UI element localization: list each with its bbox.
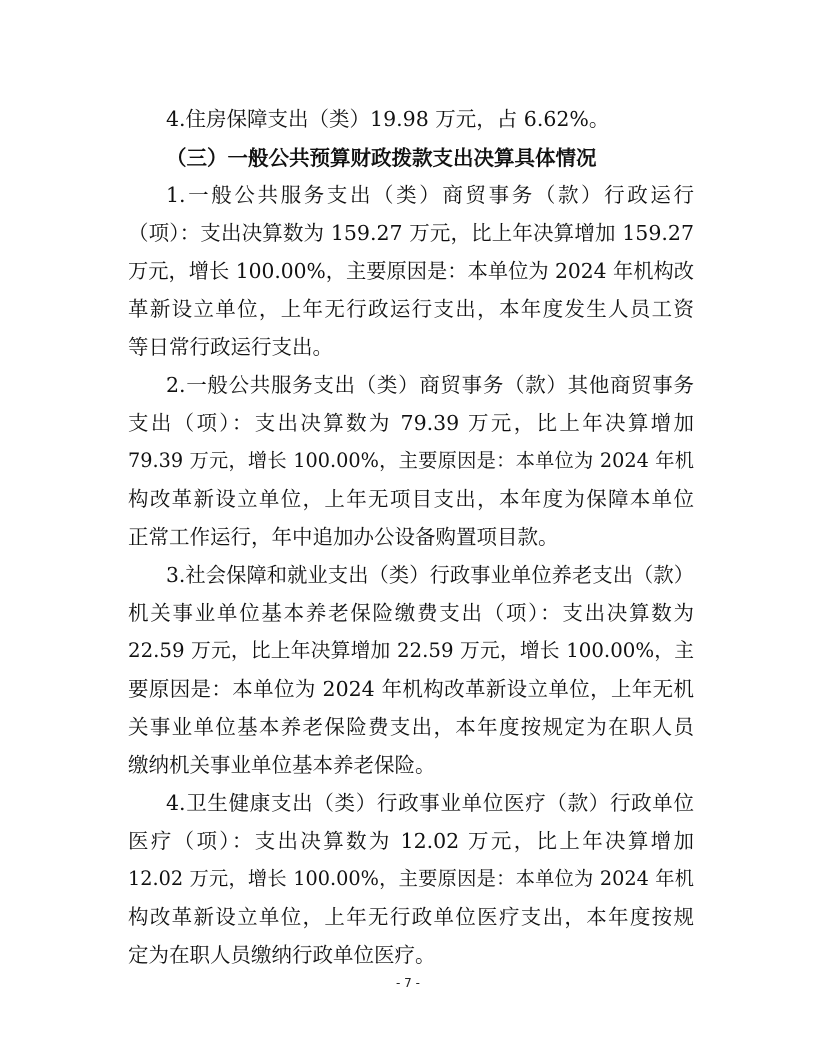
item4-line: 医疗（项）：支出决算数为 12.02 万元，比上年决算增加 (128, 829, 694, 853)
item4-line: 12.02 万元，增长 100.00%，主要原因是：本单位为 2024 年机 (128, 867, 694, 890)
item4-line: 构改革新设立单位，上年无行政单位医疗支出，本年度按规 (128, 905, 694, 929)
item3-line: 要原因是：本单位为 2024 年机构改革新设立单位，上年无机 (128, 677, 694, 701)
paragraph-housing-line: 4.住房保障支出（类）19.98 万元，占 6.62%。 (166, 107, 610, 131)
item1-line: 等日常行政运行支出。 (128, 335, 333, 359)
item3-line: 关事业单位基本养老保险费支出，本年度按规定为在职人员 (128, 715, 694, 739)
item3-line: 机关事业单位基本养老保险缴费支出（项）：支出决算数为 (128, 601, 694, 625)
item2-line: 79.39 万元，增长 100.00%，主要原因是：本单位为 2024 年机 (128, 449, 694, 472)
item2-line: 构改革新设立单位，上年无项目支出，本年度为保障本单位 (128, 487, 694, 511)
item2-line: 2.一般公共服务支出（类）商贸事务（款）其他商贸事务 (166, 373, 694, 397)
item1-line: 革新设立单位，上年无行政运行支出，本年度发生人员工资 (128, 297, 694, 321)
item1-line: 万元，增长 100.00%，主要原因是：本单位为 2024 年机构改 (128, 259, 694, 283)
item2-line: 正常工作运行，年中追加办公设备购置项目款。 (128, 525, 559, 549)
item4-line: 定为在职人员缴纳行政单位医疗。 (128, 943, 436, 967)
item1-line: （项）：支出决算数为 159.27 万元，比上年决算增加 159.27 (128, 221, 694, 245)
item1-line: 1.一般公共服务支出（类）商贸事务（款）行政运行 (166, 183, 694, 207)
section-heading: （三）一般公共预算财政拨款支出决算具体情况 (166, 146, 597, 170)
item4-line: 4.卫生健康支出（类）行政事业单位医疗（款）行政单位 (166, 791, 694, 815)
item3-line: 缴纳机关事业单位基本养老保险。 (128, 753, 436, 777)
item3-line: 22.59 万元，比上年决算增加 22.59 万元，增长 100.00%，主 (128, 639, 694, 662)
item2-line: 支出（项）：支出决算数为 79.39 万元，比上年决算增加 (128, 411, 694, 435)
item3-line: 3.社会保障和就业支出（类）行政事业单位养老支出（款） (166, 563, 694, 587)
page-number: - 7 - (396, 976, 420, 990)
